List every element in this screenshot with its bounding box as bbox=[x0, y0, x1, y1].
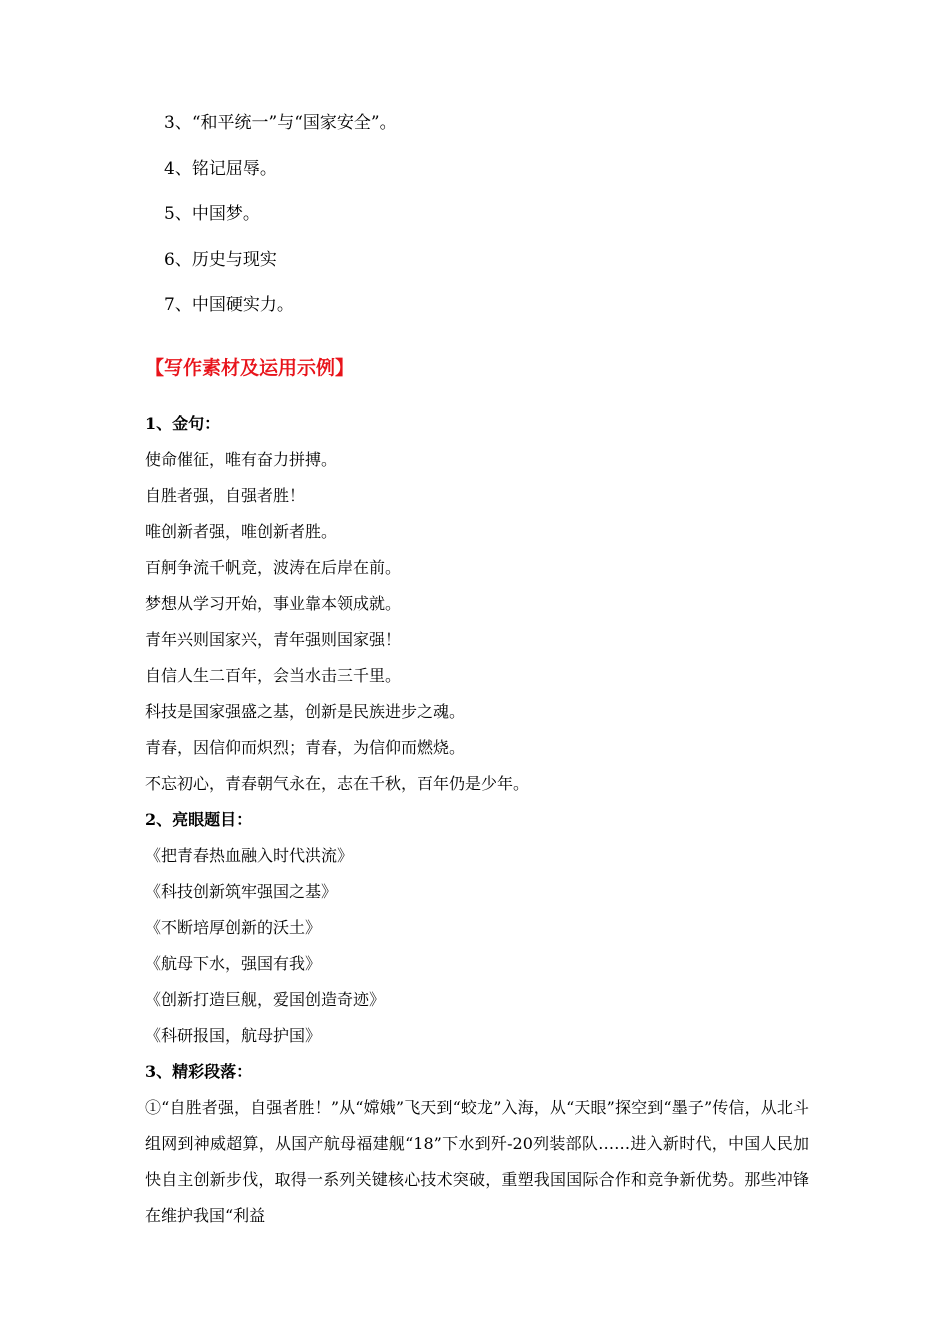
title-example: 《科研报国，航母护国》 bbox=[145, 1026, 322, 1045]
golden-sentence: 青年兴则国家兴，青年强则国家强！ bbox=[145, 630, 402, 649]
topic-item: 4、铭记屈辱。 bbox=[164, 158, 277, 179]
golden-sentences-heading: 1、金句： bbox=[145, 414, 221, 433]
topic-item: 7、中国硬实力。 bbox=[164, 295, 294, 315]
golden-sentence: 百舸争流千帆竞，波涛在后岸在前。 bbox=[145, 558, 402, 577]
sample-paragraph: ①“自胜者强，自强者胜！”从“嫦娥”飞天到“蛟龙”入海，从“天眼”探空到“墨子”传信，从北斗组网到神威超算，从国产航母福建舰“18”下水到歼-20列装部队……进入新时代，中国人民加快自主创新步伐，取得一系列关键核心技术突破，重塑我国国际合作和竞争新优势。那些冲锋在维护我国“利益 bbox=[145, 1098, 809, 1225]
paragraphs-heading: 3、精彩段落： bbox=[145, 1062, 253, 1081]
golden-sentence: 自信人生二百年，会当水击三千里。 bbox=[145, 666, 402, 685]
title-example: 《不断培厚创新的沃土》 bbox=[145, 918, 322, 937]
title-example: 《把青春热血融入时代洪流》 bbox=[145, 846, 354, 865]
golden-sentence: 不忘初心，青春朝气永在，志在千秋，百年仍是少年。 bbox=[145, 774, 530, 793]
titles-heading: 2、亮眼题目： bbox=[145, 810, 253, 829]
title-example: 《创新打造巨舰，爱国创造奇迹》 bbox=[145, 990, 386, 1009]
section-heading: 【写作素材及运用示例】 bbox=[145, 357, 355, 379]
golden-sentence: 青春，因信仰而炽烈；青春，为信仰而燃烧。 bbox=[145, 738, 466, 757]
title-example: 《科技创新筑牢强国之基》 bbox=[145, 882, 338, 901]
golden-sentence: 梦想从学习开始，事业靠本领成就。 bbox=[145, 594, 402, 613]
topic-item: 6、历史与现实 bbox=[164, 249, 277, 270]
topic-item: 3、“和平统一”与“国家安全”。 bbox=[164, 113, 397, 133]
golden-sentence: 自胜者强，自强者胜！ bbox=[145, 486, 306, 505]
golden-sentence: 唯创新者强，唯创新者胜。 bbox=[145, 522, 338, 541]
title-example: 《航母下水，强国有我》 bbox=[145, 954, 322, 973]
content-body bbox=[145, 406, 809, 1234]
topic-list bbox=[164, 112, 397, 340]
topic-item: 5、中国梦。 bbox=[164, 204, 260, 224]
golden-sentence: 科技是国家强盛之基，创新是民族进步之魂。 bbox=[145, 702, 466, 721]
golden-sentence: 使命催征，唯有奋力拼搏。 bbox=[145, 450, 338, 469]
